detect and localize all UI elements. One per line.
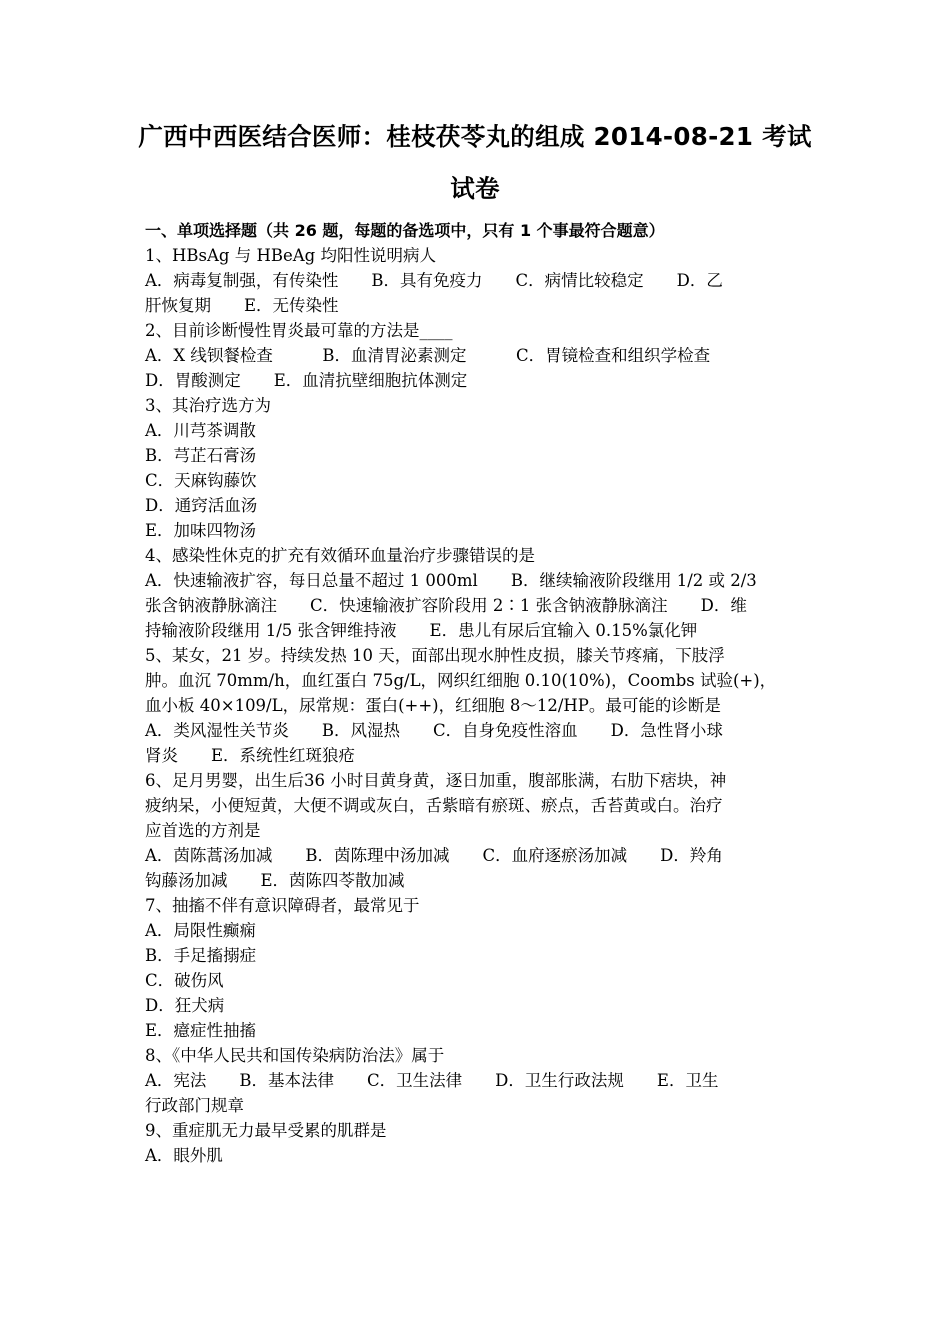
question-stem: 1、HBsAg 与 HBeAg 均阳性说明病人	[145, 246, 436, 265]
text-line: C．破伤风	[145, 971, 224, 990]
text-line: A．宪法 B．基本法律 C．卫生法律 D．卫生行政法规 E．卫生	[145, 1071, 719, 1090]
text-line: 张含钠液静脉滴注 C．快速输液扩容阶段用 2∶1 张含钠液静脉滴注 D．维	[145, 596, 747, 615]
text-line: 疲纳呆，小便短黄，大便不调或灰白，舌紫暗有瘀斑、瘀点，舌苔黄或白。治疗	[145, 796, 723, 815]
text-line: D．通窍活血汤	[145, 496, 258, 515]
text-line: E．癔症性抽搐	[145, 1021, 257, 1040]
question-stem: 2、目前诊断慢性胃炎最可靠的方法是____	[145, 321, 453, 340]
text-line: D．胃酸测定 E．血清抗壁细胞抗体测定	[145, 371, 468, 390]
text-line: A．茵陈蒿汤加减 B．茵陈理中汤加减 C．血府逐瘀汤加减 D．羚角	[145, 846, 723, 865]
question-stem: 4、感染性休克的扩充有效循环血量治疗步骤错误的是	[145, 546, 535, 565]
question-stem: 3、其治疗选方为	[145, 396, 271, 415]
text-line: 应首选的方剂是	[145, 821, 261, 840]
text-line: C．天麻钩藤饮	[145, 471, 257, 490]
question-list	[145, 243, 813, 1168]
text-line: A．X 线钡餐检查 B．血清胃泌素测定 C．胃镜检查和组织学检查	[145, 346, 711, 365]
text-line: 持输液阶段继用 1/5 张含钾维持液 E．患儿有尿后宜输入 0.15%氯化钾	[145, 621, 698, 640]
text-line: B．手足搐搦症	[145, 946, 257, 965]
text-line: A．局限性癫痫	[145, 921, 256, 940]
text-line: A．眼外肌	[145, 1146, 223, 1165]
question-stem: 6、足月男婴，出生后36 小时目黄身黄，逐日加重，腹部胀满，右肋下痞块，神	[145, 771, 727, 790]
text-line: B．芎芷石膏汤	[145, 446, 257, 465]
text-line: 肝恢复期 E．无传染性	[145, 296, 339, 315]
question-stem: 7、抽搐不伴有意识障碍者，最常见于	[145, 896, 420, 915]
text-line: D．狂犬病	[145, 996, 225, 1015]
text-line: A．快速输液扩容，每日总量不超过 1 000ml B．继续输液阶段继用 1/2 或 2/3	[145, 571, 757, 590]
text-line: 肿。血沉 70mm/h，血红蛋白 75g/L，网织红细胞 0.10(10%)，Coombs 试验(+)，	[145, 671, 777, 690]
document-title-line-1: 广西中西医结合医师：桂枝茯苓丸的组成 2014-08-21 考试	[138, 122, 812, 151]
text-line: E．加味四物汤	[145, 521, 257, 540]
document-body	[145, 218, 813, 1168]
question-stem: 9、重症肌无力最早受累的肌群是	[145, 1121, 387, 1140]
text-line: 血小板 40×109/L，尿常规：蛋白(++)，红细胞 8～12/HP。最可能的诊断是	[145, 696, 721, 715]
section-heading: 一、单项选择题（共 26 题，每题的备选项中，只有 1 个事最符合题意）	[145, 221, 665, 240]
text-line: A．类风湿性关节炎 B．风湿热 C．自身免疫性溶血 D．急性肾小球	[145, 721, 723, 740]
text-line: 钩藤汤加减 E．茵陈四苓散加减	[145, 871, 405, 890]
text-line: 肾炎 E．系统性红斑狼疮	[145, 746, 356, 765]
text-line: A．病毒复制强，有传染性 B．具有免疫力 C．病情比较稳定 D．乙	[145, 271, 723, 290]
question-stem: 5、某女，21 岁。持续发热 10 天，面部出现水肿性皮损，膝关节疼痛，下肢浮	[145, 646, 725, 665]
question-stem: 8、《中华人民共和国传染病防治法》属于	[145, 1046, 445, 1065]
text-line: 行政部门规章	[145, 1096, 244, 1115]
text-line: A．川芎茶调散	[145, 421, 256, 440]
document-title-line-2: 试卷	[450, 174, 500, 203]
